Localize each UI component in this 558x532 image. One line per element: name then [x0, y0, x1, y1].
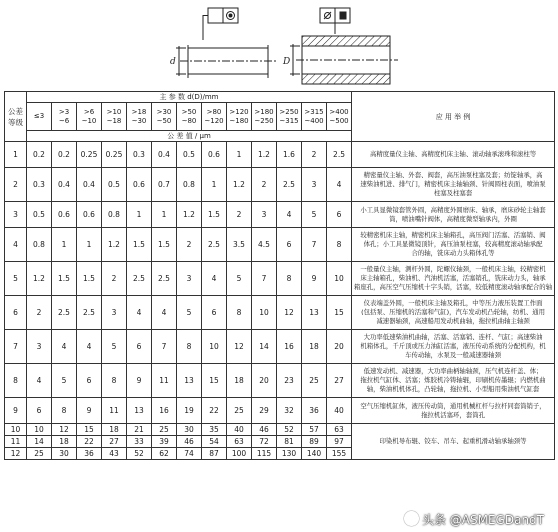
tolerance-value-cell: 13 — [177, 364, 202, 398]
application-cell — [352, 142, 555, 168]
tolerance-value-cell: 5 — [52, 364, 77, 398]
size-range-cell — [52, 103, 77, 131]
application-line: 机箱体孔，千斤顶或压力油缸活塞，液压传动系统的分配机构，机 — [360, 342, 546, 350]
tolerance-value-cell: 11 — [152, 364, 177, 398]
tolerance-value-cell: 4 — [27, 364, 52, 398]
size-range-upper: ~6 — [58, 116, 70, 125]
application-line: 箱座孔，高压空气压缩机十字头销，活塞，较低精度滚动轴承配合的轴 — [353, 283, 553, 291]
table-row — [5, 424, 555, 436]
size-range-lower: >315 — [304, 107, 324, 116]
application-line: 高精度量仪主轴、高精度机床主轴、滚动轴承滚珠和滚柱等 — [369, 150, 537, 158]
tolerance-value-cell: 1 — [77, 228, 102, 262]
tolerance-value-cell: 81 — [277, 436, 302, 448]
grade-rows — [5, 142, 555, 460]
tolerance-value-cell: 63 — [227, 436, 252, 448]
tolerance-value-cell: 12 — [277, 296, 302, 330]
tolerance-value-cell: 10 — [202, 330, 227, 364]
tolerance-value-cell: 1.5 — [52, 262, 77, 296]
tolerance-value-cell: 27 — [102, 436, 127, 448]
tolerance-value-cell: 1.6 — [277, 142, 302, 168]
size-range-upper: ~500 — [329, 116, 349, 125]
tolerance-value-cell: 0.3 — [127, 142, 152, 168]
table-row — [5, 202, 555, 228]
grade-cell: 3 — [5, 202, 27, 228]
tolerance-value-cell: 130 — [277, 448, 302, 460]
application-cell — [352, 262, 555, 296]
application-line: 大功率低速柴油机曲轴，活塞、活塞销、连杆、气缸；高速柴油 — [363, 333, 543, 341]
tolerance-value-cell: 6 — [127, 330, 152, 364]
application-line: 较精密机床主轴，精密机床主轴箱孔，高压阀门活塞、活塞销、阀 — [360, 231, 546, 239]
size-range-lower: >250 — [279, 107, 299, 116]
tolerance-value-cell: 74 — [177, 448, 202, 460]
table-row — [5, 398, 555, 424]
tolerance-value-cell: 8 — [177, 330, 202, 364]
tolerance-value-cell: 0.2 — [27, 142, 52, 168]
tolerance-value-cell: 8 — [102, 364, 127, 398]
tolerance-value-cell: 8 — [227, 296, 252, 330]
size-range-cell — [77, 103, 102, 131]
size-range-lower: >3 — [58, 107, 70, 116]
tolerance-value-cell: 8 — [52, 398, 77, 424]
application-line: 柱塞及柱塞套 — [433, 189, 473, 197]
grade-cell: 12 — [5, 448, 27, 460]
application-cell — [352, 424, 555, 460]
tolerance-value-cell: 1.5 — [152, 228, 177, 262]
size-range-upper: ~10 — [81, 116, 97, 125]
tolerance-value-cell: 2.5 — [52, 296, 77, 330]
tolerance-value-cell: 6 — [202, 296, 227, 330]
tolerance-value-cell: 1.2 — [177, 202, 202, 228]
application-line: 车传动轴，水泵及一般减速器轴颈 — [405, 351, 501, 359]
tolerance-value-cell: 8 — [277, 262, 302, 296]
tolerance-value-cell: 89 — [302, 436, 327, 448]
grade-header-line1: 公差 — [8, 106, 23, 116]
tolerance-value-cell: 21 — [127, 424, 152, 436]
size-range-upper: ~400 — [304, 116, 324, 125]
tolerance-value-cell: 155 — [327, 448, 352, 460]
tolerance-value-cell: 54 — [202, 436, 227, 448]
tolerance-value-cell: 0.5 — [102, 168, 127, 202]
size-range-upper: ~18 — [106, 116, 122, 125]
tolerance-value-cell: 46 — [177, 436, 202, 448]
tolerance-value-cell: 36 — [77, 448, 102, 460]
tolerance-value-cell: 3 — [177, 262, 202, 296]
tolerance-value-cell: 16 — [277, 330, 302, 364]
size-range-cell — [327, 103, 352, 131]
tolerance-value-cell: 15 — [327, 296, 352, 330]
tolerance-value-cell: 0.6 — [202, 142, 227, 168]
tolerance-value-cell: 25 — [27, 448, 52, 460]
tolerance-value-cell: 1.5 — [127, 228, 152, 262]
tolerance-value-cell: 39 — [152, 436, 177, 448]
size-range-cell — [152, 103, 177, 131]
application-header: 应 用 举 例 — [352, 92, 555, 142]
tolerance-value-cell: 32 — [277, 398, 302, 424]
tolerance-value-cell: 0.4 — [152, 142, 177, 168]
tolerance-value-cell: 100 — [227, 448, 252, 460]
tolerance-value-cell: 20 — [327, 330, 352, 364]
size-range-cell — [27, 103, 52, 131]
tolerance-value-cell: 43 — [102, 448, 127, 460]
tolerance-value-cell: 0.5 — [177, 142, 202, 168]
tolerance-value-cell: 3 — [252, 202, 277, 228]
tolerance-value-cell: 57 — [302, 424, 327, 436]
tolerance-value-cell: 115 — [252, 448, 277, 460]
tolerance-value-cell: 5 — [302, 202, 327, 228]
tolerance-value-cell: 0.6 — [52, 202, 77, 228]
tolerance-value-cell: 3 — [27, 330, 52, 364]
tolerance-value-cell: 4 — [327, 168, 352, 202]
grade-header-line2: 等级 — [8, 117, 23, 127]
watermark-logo-icon — [404, 511, 419, 526]
size-range-lower: >80 — [206, 107, 222, 116]
tolerance-value-cell: 20 — [252, 364, 277, 398]
grade-cell: 10 — [5, 424, 27, 436]
tolerance-value-cell: 4 — [152, 296, 177, 330]
size-range-upper: ~315 — [279, 116, 299, 125]
grade-cell: 7 — [5, 330, 27, 364]
tolerance-value-cell: 4 — [77, 330, 102, 364]
tolerance-value-cell: 0.25 — [102, 142, 127, 168]
table-row — [5, 330, 555, 364]
size-range-upper: ~80 — [181, 116, 197, 125]
application-line: 床主轴箱孔，柴油机、汽油机活塞，活塞销孔，铣床动力头，轴承 — [360, 274, 546, 282]
tolerance-value-cell: 30 — [177, 424, 202, 436]
size-range-cell — [277, 103, 302, 131]
tolerance-value-cell: 11 — [102, 398, 127, 424]
tolerance-value-cell: 3.5 — [227, 228, 252, 262]
tolerance-value-cell: 29 — [252, 398, 277, 424]
tolerance-value-cell: 8 — [327, 228, 352, 262]
tolerance-value-cell: 14 — [27, 436, 52, 448]
tolerance-value-cell: 2 — [177, 228, 202, 262]
size-range-cell — [102, 103, 127, 131]
application-cell — [352, 228, 555, 262]
tolerance-value-cell: 4 — [277, 202, 302, 228]
tolerance-value-cell: 15 — [202, 364, 227, 398]
application-cell — [352, 398, 555, 424]
tolerance-value-cell: 22 — [77, 436, 102, 448]
table-row — [5, 168, 555, 202]
tolerance-value-cell: 30 — [52, 448, 77, 460]
tolerance-value-cell: 1.2 — [102, 228, 127, 262]
size-range-cell — [252, 103, 277, 131]
tolerance-figures — [0, 0, 558, 92]
size-range-cell — [202, 103, 227, 131]
tolerance-value-cell: 0.4 — [77, 168, 102, 202]
tolerance-value-cell: 3 — [302, 168, 327, 202]
tolerance-value-cell: 62 — [152, 448, 177, 460]
tolerance-value-cell: 2.5 — [202, 228, 227, 262]
tolerance-value-cell: 18 — [102, 424, 127, 436]
tolerance-value-cell: 13 — [127, 398, 152, 424]
tolerance-value-cell: 7 — [252, 262, 277, 296]
grade-header — [5, 92, 27, 142]
watermark — [404, 511, 544, 528]
size-range-lower: >18 — [131, 107, 147, 116]
tolerance-value-cell: 36 — [302, 398, 327, 424]
tolerance-value-cell: 1.5 — [77, 262, 102, 296]
shaft-figure — [176, 8, 276, 78]
grade-cell: 2 — [5, 168, 27, 202]
tolerance-value-cell: 9 — [302, 262, 327, 296]
table-row — [5, 262, 555, 296]
tolerance-value-cell: 2 — [227, 202, 252, 228]
tolerance-value-cell: 97 — [327, 436, 352, 448]
tolerance-value-cell: 1 — [127, 202, 152, 228]
application-cell — [352, 168, 555, 202]
tolerance-value-cell: 0.2 — [52, 142, 77, 168]
application-line: 筒，喷油嘴针阀体，高精度微型轴承内，外圈 — [389, 214, 517, 223]
tolerance-value-cell: 14 — [252, 330, 277, 364]
table-row — [5, 296, 555, 330]
tolerance-value-cell: 0.8 — [177, 168, 202, 202]
tolerance-value-cell: 0.8 — [27, 228, 52, 262]
size-range-lower: >180 — [254, 107, 274, 116]
application-line: 减速器轴颈，高速船用发动机曲轴，拖拉机曲轴主轴颈 — [376, 317, 530, 325]
application-line: 低速发动机、减速器，大功率曲柄轴轴颈，压气机连杆盖、体； — [363, 367, 543, 375]
tolerance-value-cell: 23 — [277, 364, 302, 398]
application-line: 空气压缩机缸体，液压传动筒，通用机械杠杆与拉杆同套筒销子， — [360, 401, 546, 410]
tolerance-value-cell: 22 — [202, 398, 227, 424]
application-cell — [352, 364, 555, 398]
tolerance-value-cell: 0.25 — [77, 142, 102, 168]
tolerance-value-cell: 15 — [77, 424, 102, 436]
application-line: 体孔；小工具显微镜顶针，高压油泵柱塞，较高精度滚动轴承配 — [363, 240, 543, 248]
tolerance-value-cell: 5 — [177, 296, 202, 330]
application-line: 印染机导布辊、铰车、吊车、起重机滑动轴承轴颈等 — [379, 437, 527, 445]
tolerance-value-cell: 2.5 — [327, 142, 352, 168]
tolerance-value-cell: 16 — [152, 398, 177, 424]
tolerance-value-cell: 13 — [302, 296, 327, 330]
tolerance-value-cell: 0.3 — [27, 168, 52, 202]
size-range-upper: ~250 — [254, 116, 274, 125]
grade-cell: 8 — [5, 364, 27, 398]
size-range-cell — [302, 103, 327, 131]
tolerance-value-cell: 18 — [302, 330, 327, 364]
tolerance-value-cell: 4 — [202, 262, 227, 296]
sleeve-figure — [290, 8, 398, 84]
tolerance-value-cell: 1.2 — [227, 168, 252, 202]
tolerance-value-cell: 46 — [252, 424, 277, 436]
size-range-upper: ~30 — [131, 116, 147, 125]
tolerance-value-cell: 5 — [227, 262, 252, 296]
tolerance-value-cell: 1.2 — [27, 262, 52, 296]
application-line: 轴，柴油机机体孔，凸轮轴，拖拉机、小型船用柴油机气缸套 — [366, 385, 540, 393]
size-range-upper: ~180 — [229, 116, 249, 125]
tolerance-value-cell: 6 — [77, 364, 102, 398]
tolerance-value-cell: 2 — [252, 168, 277, 202]
size-range-lower: ≤3 — [33, 112, 45, 120]
tolerance-value-cell: 6 — [327, 202, 352, 228]
tolerance-table — [4, 91, 555, 460]
size-range-lower: >30 — [156, 107, 172, 116]
tolerance-value-cell: 7 — [152, 330, 177, 364]
tolerance-value-cell: 6 — [277, 228, 302, 262]
tolerance-value-cell: 0.6 — [77, 202, 102, 228]
tolerance-value-cell: 0.6 — [127, 168, 152, 202]
grade-cell: 11 — [5, 436, 27, 448]
tolerance-value-cell: 10 — [252, 296, 277, 330]
tolerance-value-cell: 63 — [327, 424, 352, 436]
size-range-lower: >6 — [83, 107, 95, 116]
application-line: 拖拉机气缸体、活塞；炼胶机冷铸轴辊，印刷机传墨辊；内燃机曲 — [360, 376, 546, 384]
tolerance-value-cell: 9 — [77, 398, 102, 424]
tolerance-value-cell: 0.4 — [52, 168, 77, 202]
grade-cell: 4 — [5, 228, 27, 262]
grade-cell: 6 — [5, 296, 27, 330]
tolerance-value-cell: 52 — [127, 448, 152, 460]
tolerance-value-cell: 40 — [227, 424, 252, 436]
application-line: 一般量仪主轴，测杆外圆，陀螺仪轴颈，一般机床主轴，较精密机 — [360, 265, 546, 273]
tolerance-value-cell: 1 — [202, 168, 227, 202]
tolerance-value-cell: 5 — [102, 330, 127, 364]
application-line: 拖拉机活塞环，套筒孔 — [421, 410, 485, 419]
tolerance-value-cell: 18 — [227, 364, 252, 398]
tolerance-value-cell: 3 — [102, 296, 127, 330]
tolerance-value-cell: 72 — [252, 436, 277, 448]
tolerance-value-cell: 40 — [327, 398, 352, 424]
tolerance-value-cell: 0.7 — [152, 168, 177, 202]
size-range-lower: >50 — [181, 107, 197, 116]
tolerance-value-cell: 10 — [327, 262, 352, 296]
tolerance-value-cell: 7 — [302, 228, 327, 262]
table-row — [5, 364, 555, 398]
watermark-text: 头条 @ASMEGDandT — [421, 513, 544, 527]
tolerance-value-cell: 33 — [127, 436, 152, 448]
grade-cell: 5 — [5, 262, 27, 296]
size-range-cell — [227, 103, 252, 131]
tolerance-value-cell: 25 — [302, 364, 327, 398]
tolerance-value-cell: 52 — [277, 424, 302, 436]
tolerance-value-cell: 9 — [127, 364, 152, 398]
tolerance-value-cell: 35 — [202, 424, 227, 436]
tolerance-value-cell: 10 — [27, 424, 52, 436]
tolerance-value-cell: 25 — [152, 424, 177, 436]
tolerance-value-cell: 27 — [327, 364, 352, 398]
tolerance-value-cell: 2.5 — [152, 262, 177, 296]
size-range-upper: ~50 — [156, 116, 172, 125]
size-range-lower: >400 — [329, 107, 349, 116]
application-cell — [352, 202, 555, 228]
application-line: 小工具显微镜套管外圆，高精度外圆磨床、轴承，磨床砂轮主轴套 — [360, 205, 546, 214]
d-label: d — [170, 57, 176, 67]
tolerance-value-cell: 4 — [127, 296, 152, 330]
tolerance-value-cell: 2.5 — [127, 262, 152, 296]
size-range-lower: >120 — [229, 107, 249, 116]
application-line: 精密量仪主轴、外套、阀套，高压油泵柱塞及套；纺锭轴承，高 — [363, 171, 543, 179]
application-line: 合的轴，铣床动力头箱体孔等 — [411, 249, 495, 257]
tolerance-value-cell: 6 — [27, 398, 52, 424]
tolerance-value-cell: 19 — [177, 398, 202, 424]
tolerance-value-cell: 4.5 — [252, 228, 277, 262]
tolerance-value-cell: 4 — [52, 330, 77, 364]
tolerance-value-cell: 0.8 — [102, 202, 127, 228]
table-row — [5, 142, 555, 168]
application-cell — [352, 296, 555, 330]
tolerance-value-cell: 1 — [52, 228, 77, 262]
tolerance-value-cell: 1.5 — [202, 202, 227, 228]
grade-cell: 9 — [5, 398, 27, 424]
tolerance-value-cell: 1 — [227, 142, 252, 168]
tolerance-value-cell: 2 — [102, 262, 127, 296]
D-label: D — [283, 57, 291, 67]
tolerance-value-cell: 2.5 — [277, 168, 302, 202]
main-param-header: 主 参 数 d(D)/mm — [27, 92, 352, 103]
tolerance-value-cell: 1.2 — [252, 142, 277, 168]
application-cell — [352, 330, 555, 364]
size-range-cell — [127, 103, 152, 131]
tolerance-value-header: 公 差 值 / μm — [27, 131, 352, 142]
application-line: 速柴油机进、排气门，精密机床主轴轴颈、针阀圆柱表面，喷油泵 — [360, 180, 546, 188]
tolerance-value-cell: 140 — [302, 448, 327, 460]
tolerance-value-cell: 12 — [227, 330, 252, 364]
size-range-cell — [177, 103, 202, 131]
tolerance-value-cell: 1 — [152, 202, 177, 228]
table-row — [5, 228, 555, 262]
application-line: (包括泵、压缩机的活塞和气缸)，汽车发动机凸轮轴，纺机、通用 — [361, 308, 546, 316]
tolerance-value-cell: 0.5 — [27, 202, 52, 228]
tolerance-value-cell: 12 — [52, 424, 77, 436]
tolerance-value-cell: 2 — [302, 142, 327, 168]
tolerance-value-cell: 25 — [227, 398, 252, 424]
size-range-lower: >10 — [106, 107, 122, 116]
tolerance-value-cell: 18 — [52, 436, 77, 448]
size-range-upper: ~120 — [204, 116, 224, 125]
grade-cell: 1 — [5, 142, 27, 168]
application-line: 仪表端盖外圆，一般机床主轴及箱孔，中等压力液压装置工作面 — [363, 299, 543, 307]
tolerance-value-cell: 2 — [27, 296, 52, 330]
tolerance-value-cell: 87 — [202, 448, 227, 460]
tolerance-value-cell: 2.5 — [77, 296, 102, 330]
